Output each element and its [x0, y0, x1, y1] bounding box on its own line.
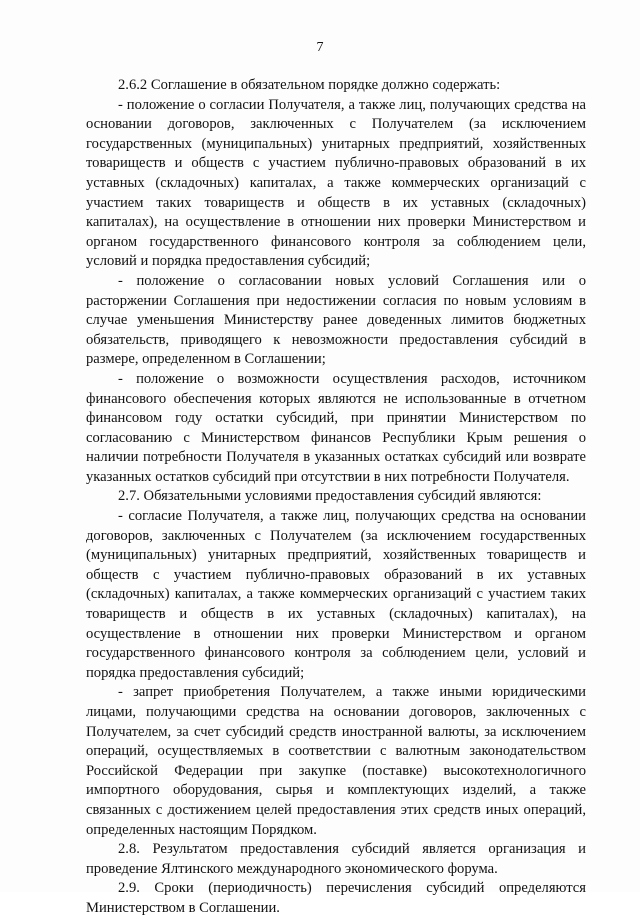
paragraph-consent-condition: - согласие Получателя, а также лиц, получающих средства на основании договоров, заключенных с Получателем (за исключением государственных (муниципальных) унитарных предприятий, хозяйственных товариществ и обществ с участием публично-правовых образований в их уставных (складочных) капиталах, а также коммерческих организаций с участием таких товариществ и обществ в их уставных (складочных) капиталах), на осуществление в отношении них проверки Министерством и органом государственного финансового контроля за соблюдением цели, условий и порядка предоставления субсидий; — [86, 508, 586, 681]
paragraph-2-7-heading: 2.7. Обязательными условиями предоставления субсидий являются: — [118, 488, 542, 505]
paragraph-remainders-clause: - положение о возможности осуществления расходов, источником финансового обеспечения которых являются не использованные в отчетном финансовом году остатки субсидий, при принятии Министерством по согласованию с Министерством финансов Республики Крым решения о наличии потребности Получателя в указанных остатках субсидий или возврате указанных остатков субсидий при отсутствии в них потребности Получателя. — [86, 370, 586, 485]
paragraph-2-9-terms: 2.9. Сроки (периодичность) перечисления субсидий определяются Министерством в Соглашении. — [86, 880, 586, 916]
paragraph-new-terms-clause: - положение о согласовании новых условий Соглашения или о расторжении Соглашения при недостижении согласия по новым условиям в случае уменьшения Министерству ранее доведенных лимитов бюджетных обязательств, приводящего к невозможности предоставления субсидий в размере, определенном в Соглашении; — [86, 272, 586, 368]
paragraph-2-6-2-heading: 2.6.2 Соглашение в обязательном порядке должно содержать: — [118, 77, 501, 93]
paragraph-consent-clause: - положение о согласии Получателя, а также лиц, получающих средства на основании договоров, заключенных с Получателем (за исключением государственных (муниципальных) унитарных предприятий, хозяйственных товариществ и обществ с участием публично-правовых образований в их уставных (складочных) капиталах, а также коммерческих организаций с участием таких товариществ и обществ в их уставных (складочных) капиталах), на осуществление в отношении них проверки Министерством и органом государственного финансового контроля за соблюдением цели, условий и порядка предоставления субсидий; — [86, 96, 586, 270]
document-body — [86, 76, 586, 919]
paragraph-2-8-result: 2.8. Результатом предоставления субсидий является организация и проведение Ялтинского международного экономического форума. — [86, 841, 586, 877]
paragraph-currency-ban: - запрет приобретения Получателем, а также иными юридическими лицами, получающими средства на основании договоров, заключенных с Получателем, за счет субсидий средств иностранной валюты, за исключением операций, осуществляемых в соответствии с валютным законодательством Российской Федерации при закупке (поставке) высокотехнологичного импортного оборудования, сырья и комплектующих изделий, а также связанных с достижением целей предоставления этих средств иных операций, определенных настоящим Порядком. — [86, 684, 586, 838]
page-number: 7 — [316, 40, 324, 55]
